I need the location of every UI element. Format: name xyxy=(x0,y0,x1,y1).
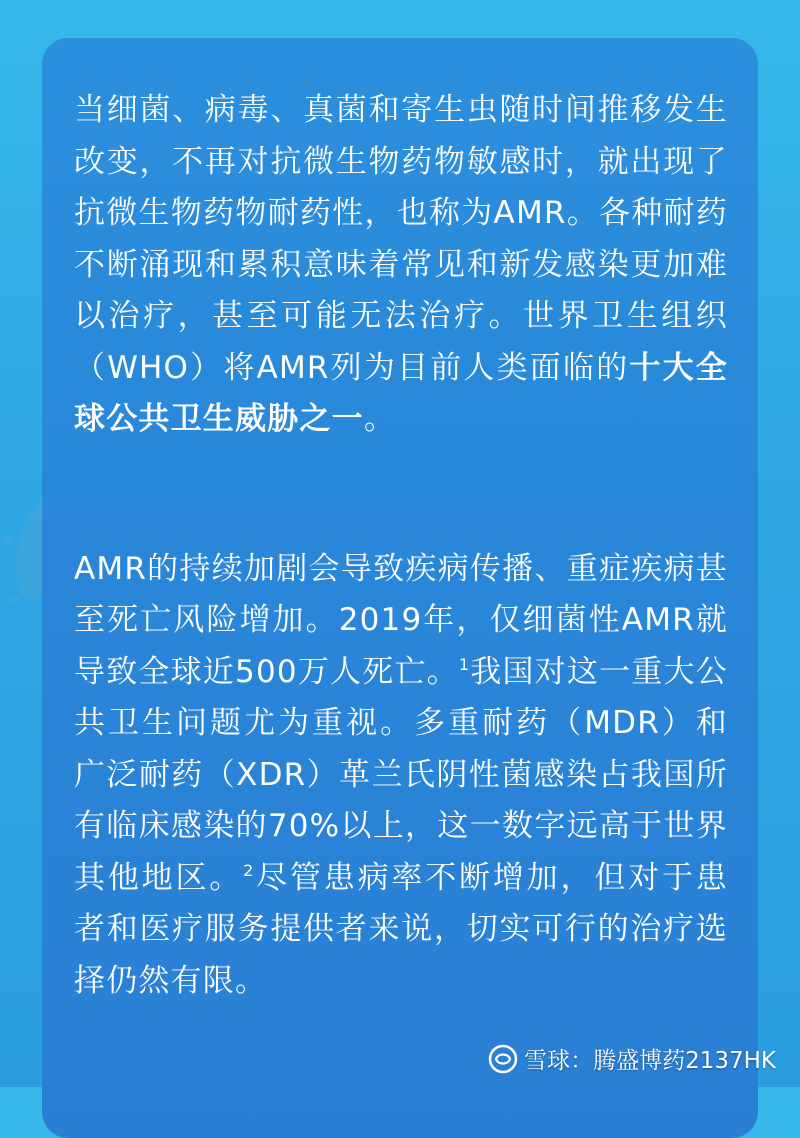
paragraph-text: 尽管患病率不断增加，但对于患者和医疗服务提供者来说，切实可行的治疗选择仍然有限。 xyxy=(74,859,728,999)
paragraph-text: AMR的持续加剧会导致疾病传播、重症疾病甚至死亡风险增加。2019年，仅细菌性AMR就导致全球近500万人死亡。 xyxy=(74,550,728,690)
paragraph-amr-impact xyxy=(74,544,728,1008)
watermark xyxy=(488,1042,776,1075)
watermark-separator: ： xyxy=(570,1048,594,1074)
watermark-brand: 雪球 xyxy=(524,1048,571,1074)
paragraph-amr-definition xyxy=(74,85,728,446)
paragraph-end: 。 xyxy=(363,401,397,437)
footnote-ref-2: 2 xyxy=(243,860,255,880)
watermark-author: 腾盛博药2137HK xyxy=(593,1048,776,1074)
paragraph-text: 我国对这一重大公共卫生问题尤为重视。多重耐药（MDR）和广泛耐药（XDR）革兰氏阴性菌感染占我国所有临床感染的70%以上，这一数字远高于世界其他地区。 xyxy=(74,653,728,896)
footnote-ref-1: 1 xyxy=(458,654,471,674)
snowball-logo-icon xyxy=(488,1044,518,1074)
bold-highlight: 十大全球公共卫生威胁之一 xyxy=(74,349,728,437)
content-card xyxy=(42,38,758,1138)
paragraph-text: 当细菌、病毒、真菌和寄生虫随时间推移发生改变，不再对抗微生物药物敏感时，就出现了抗微生物药物耐药性，也称为AMR。各种耐药不断涌现和累积意味着常见和新发感染更加难以治疗，甚至可能无法治疗。世界卫生组织（WHO）将AMR列为目前人类面临的 xyxy=(74,92,728,386)
